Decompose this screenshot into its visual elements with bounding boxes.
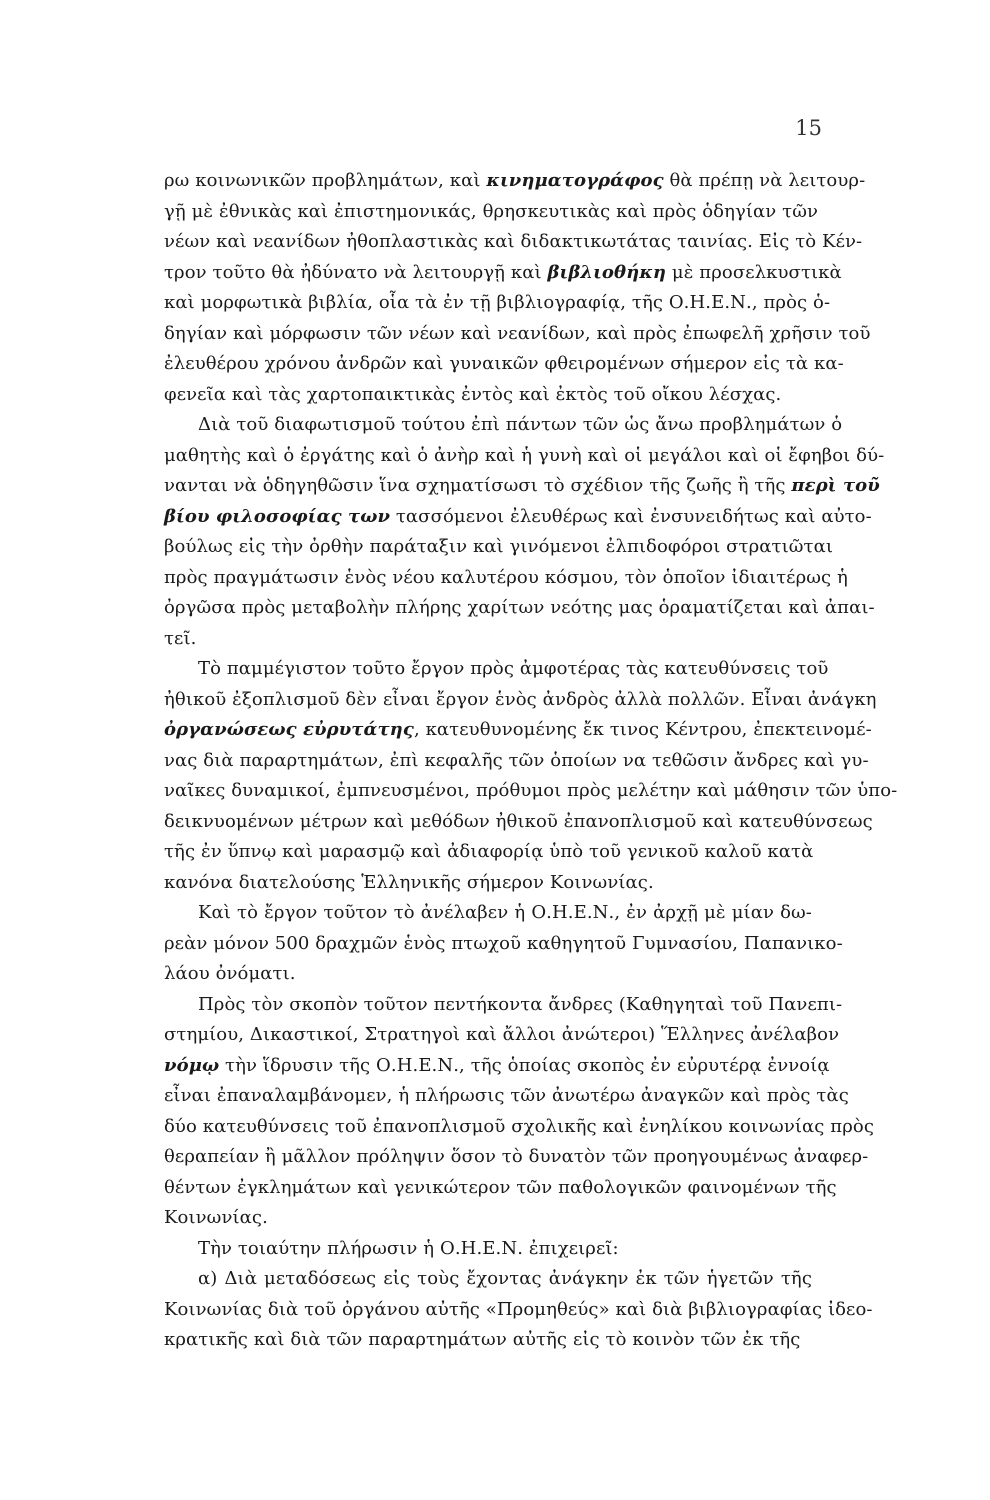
emphasized-text: ὀργανώσεως εὐρυτάτης [164, 719, 414, 740]
text-segment: κανόνα διατελούσης Ἑλληνικῆς σήμερον Κοινωνίας. [164, 871, 654, 893]
text-segment: ὀργῶσα πρὸς μεταβολὴν πλήρης χαρίτων νεότης μας ὁραματίζεται καὶ ἀπαι- [164, 597, 875, 618]
text-segment: τρον τοῦτο θὰ ἠδύνατο νὰ λειτουργῇ καὶ [164, 261, 548, 283]
text-line [164, 624, 812, 655]
text-line [164, 1264, 812, 1295]
text-segment: ἠθικοῦ ἐξοπλισμοῦ δὲν εἶναι ἔργον ἑνὸς ἀνδρὸς ἀλλὰ πολλῶν. Εἶναι ἀνάγκη [164, 688, 877, 710]
text-segment: γῇ μὲ ἐθνικὰς καὶ ἐπιστημονικάς, θρησκευτικὰς καὶ πρὸς ὁδηγίαν τῶν [164, 200, 819, 222]
paragraph [164, 654, 898, 898]
page-number: 15 [795, 116, 822, 140]
text-segment: μὲ προσελκυστικὰ [666, 261, 842, 283]
text-segment: νέων καὶ νεανίδων ἠθοπλαστικὰς καὶ διδακτικωτάτας ταινίας. Εἰς τὸ Κέν- [164, 231, 863, 252]
text-line [164, 349, 844, 380]
paragraph [164, 1264, 873, 1356]
text-line [164, 166, 866, 197]
text-segment: νανται νὰ ὁδηγηθῶσιν ἵνα σχηματίσωσι τὸ σχέδιον τῆς ζωῆς ἢ τῆς [164, 475, 792, 496]
text-line [164, 197, 819, 228]
body-text [164, 166, 898, 1356]
text-segment: βούλως εἰς τὴν ὀρθὴν παράταξιν καὶ γινόμενοι ἐλπιδοφόροι στρατιῶται [164, 536, 834, 557]
text-line [164, 227, 863, 258]
text-segment: τῆς ἐν ὕπνῳ καὶ μαρασμῷ καὶ ἀδιαφορίᾳ ὑπὸ τοῦ γενικοῦ καλοῦ κατὰ [164, 841, 814, 862]
text-line [164, 1020, 840, 1051]
text-segment: θεραπείαν ἢ μᾶλλον πρόληψιν ὅσον τὸ δυνατὸν τῶν προηγουμένως ἀναφερ- [164, 1146, 869, 1167]
text-line [164, 288, 831, 319]
paragraph [164, 166, 871, 410]
text-segment: κρατικῆς καὶ διὰ τῶν παραρτημάτων αὐτῆς εἰς τὸ κοινὸν τῶν ἐκ τῆς [164, 1329, 801, 1350]
text-line [164, 1234, 812, 1265]
text-segment: Τὸ παμμέγιστον τοῦτο ἔργον πρὸς ἀμφοτέρας τὰς κατευθύνσεις τοῦ [198, 658, 829, 679]
text-segment: μαθητὴς καὶ ὁ ἐργάτης καὶ ὁ ἀνὴρ καὶ ἡ γυνὴ καὶ οἱ μεγάλοι καὶ οἱ ἔφηβοι δύ- [164, 444, 885, 466]
text-segment: δύο κατευθύνσεις τοῦ ἐπανοπλισμοῦ σχολικῆς καὶ ἐνηλίκου κοινωνίας πρὸς [164, 1115, 875, 1137]
text-segment: θέντων ἐγκλημάτων καὶ γενικώτερον τῶν παθολογικῶν φαινομένων τῆς [164, 1176, 837, 1198]
text-line [164, 502, 872, 533]
text-line [164, 1295, 873, 1326]
text-segment: , κατευθυνομένης ἔκ τινος Κέντρου, ἐπεκτεινομέ- [413, 719, 872, 740]
text-segment: Καὶ τὸ ἔργον τοῦτον τὸ ἀνέλαβεν ἡ Ο.Η.Ε.Ν., ἐν ἀρχῇ μὲ μίαν δω- [198, 902, 812, 923]
text-line [164, 1051, 830, 1082]
text-segment: δηγίαν καὶ μόρφωσιν τῶν νέων καὶ νεανίδων, καὶ πρὸς ἐπωφελῆ χρῆσιν τοῦ [164, 322, 871, 344]
text-segment: θὰ πρέπῃ νὰ λειτουρ- [663, 170, 866, 191]
text-line [164, 837, 812, 868]
text-segment: Διὰ τοῦ διαφωτισμοῦ τούτου ἐπὶ πάντων τῶν ὡς ἄνω προβλημάτων ὁ [198, 414, 843, 435]
text-segment: εἶναι ἐπαναλαμβάνομεν, ἡ πλήρωσις τῶν ἀνωτέρω ἀναγκῶν καὶ πρὸς τὰς [164, 1085, 849, 1106]
emphasized-text: νόμῳ [164, 1054, 220, 1076]
text-segment: ρεὰν μόνον 500 δραχμῶν ἑνὸς πτωχοῦ καθηγητοῦ Γυμνασίου, Παπανικο- [164, 932, 843, 954]
text-segment: τεῖ. [164, 627, 197, 649]
text-line [164, 319, 871, 350]
text-segment: Κοινωνίας διὰ τοῦ ὀργάνου αὐτῆς «Προμηθεύς» καὶ διὰ βιβλιογραφίας ἰδεο- [164, 1298, 873, 1320]
text-line [164, 532, 834, 563]
text-line [164, 990, 843, 1021]
text-line [164, 868, 812, 899]
text-segment: ρω κοινωνικῶν προβλημάτων, καὶ [164, 170, 487, 191]
text-line [164, 1325, 812, 1356]
text-line [164, 929, 843, 960]
text-line [164, 898, 812, 929]
emphasized-text: περὶ τοῦ [791, 475, 880, 496]
paragraph [164, 898, 843, 990]
text-line [164, 380, 812, 411]
emphasized-text: βίου φιλοσοφίας των [164, 505, 391, 527]
text-line [164, 1203, 812, 1234]
text-line [164, 1081, 849, 1112]
paragraph [164, 410, 885, 654]
text-line [164, 715, 872, 746]
text-line [164, 807, 873, 838]
text-line [164, 776, 898, 807]
text-segment: ἐλευθέρου χρόνου ἀνδρῶν καὶ γυναικῶν φθειρομένων σήμερον εἰς τὰ κα- [164, 353, 844, 374]
text-line [164, 258, 842, 289]
text-line [164, 471, 880, 502]
paragraph [164, 990, 875, 1234]
text-line [164, 441, 885, 472]
text-segment: τασσόμενοι ἐλευθέρως καὶ ἐνσυνειδήτως καὶ αὐτο- [390, 505, 872, 527]
text-segment: στημίου, Δικαστικοί, Στρατηγοὶ καὶ ἄλλοι ἀνώτεροι) Ἕλληνες ἀνέλαβον [164, 1024, 840, 1045]
text-segment: α) Διὰ μεταδόσεως εἰς τοὺς ἔχοντας ἀνάγκην ἐκ τῶν ἡγετῶν τῆς [198, 1268, 812, 1289]
text-line [164, 746, 869, 777]
emphasized-text: κινηματογράφος [486, 170, 664, 191]
text-segment: δεικνυομένων μέτρων καὶ μεθόδων ἠθικοῦ ἐπανοπλισμοῦ καὶ κατευθύνσεως [164, 810, 873, 832]
text-line [164, 959, 812, 990]
emphasized-text: βιβλιοθήκη [547, 261, 667, 283]
text-segment: Κοινωνίας. [164, 1207, 268, 1228]
text-segment: πρὸς πραγμάτωσιν ἑνὸς νέου καλυτέρου κόσμου, τὸν ὁποῖον ἰδιαιτέρως ἡ [164, 566, 848, 588]
text-segment: Πρὸς τὸν σκοπὸν τοῦτον πεντήκοντα ἄνδρες (Καθηγηταὶ τοῦ Πανεπι- [198, 993, 843, 1015]
text-line [164, 563, 848, 594]
text-segment: καὶ μορφωτικὰ βιβλία, οἷα τὰ ἐν τῇ βιβλιογραφίᾳ, τῆς Ο.Η.Ε.Ν., πρὸς ὁ- [164, 292, 831, 313]
text-segment: ναῖκες δυναμικοί, ἐμπνευσμένοι, πρόθυμοι πρὸς μελέτην καὶ μάθησιν τῶν ὑπο- [164, 780, 898, 801]
text-segment: Τὴν τοιαύτην πλήρωσιν ἡ Ο.Η.Ε.Ν. ἐπιχειρεῖ: [198, 1237, 619, 1259]
text-segment: φενεῖα καὶ τὰς χαρτοπαικτικὰς ἐντὸς καὶ ἐκτὸς τοῦ οἴκου λέσχας. [164, 383, 782, 405]
text-line [164, 1173, 837, 1204]
text-line [164, 1112, 875, 1143]
text-line [164, 410, 843, 441]
text-segment: νας διὰ παραρτημάτων, ἐπὶ κεφαλῆς τῶν ὁποίων να τεθῶσιν ἄνδρες καὶ γυ- [164, 749, 869, 771]
paragraph [164, 1234, 812, 1265]
text-line [164, 593, 875, 624]
text-line [164, 1142, 869, 1173]
text-segment: λάου ὀνόματι. [164, 963, 296, 984]
text-segment: τὴν ἵδρυσιν τῆς Ο.Η.Ε.Ν., τῆς ὁποίας σκοπὸς ἐν εὐρυτέρᾳ ἐννοίᾳ [219, 1054, 830, 1076]
text-line [164, 685, 877, 716]
text-line [164, 654, 829, 685]
